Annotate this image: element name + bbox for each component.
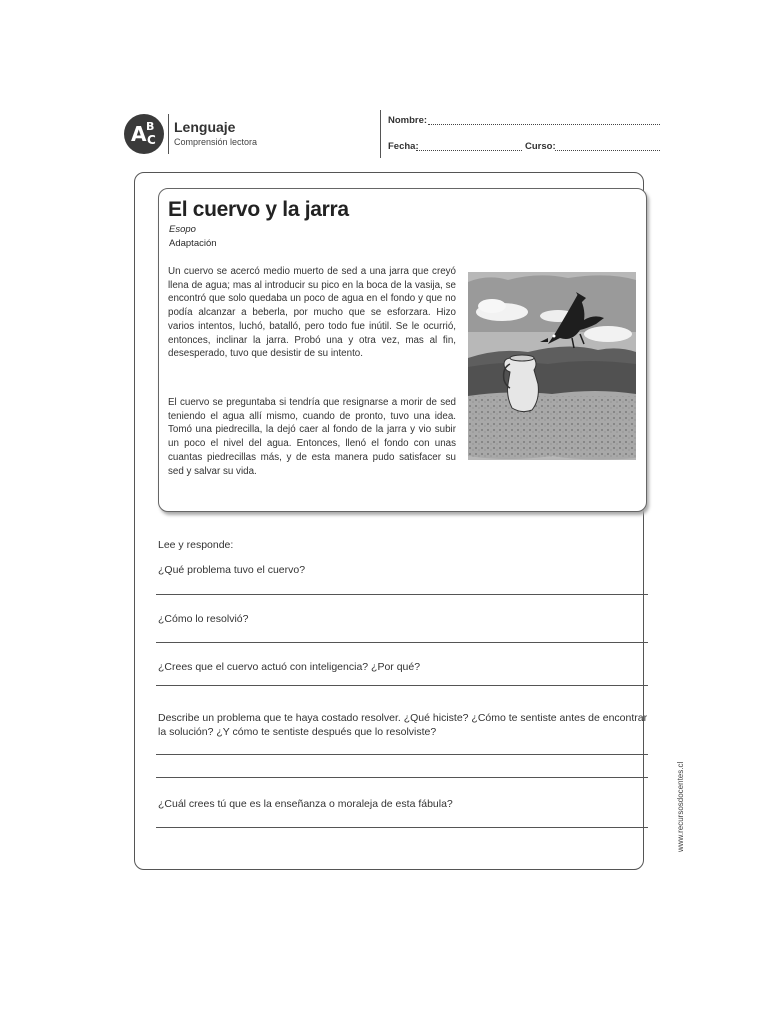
name-field[interactable] [428, 124, 660, 125]
answer-line-5[interactable] [156, 827, 648, 828]
subject-title: Lenguaje [174, 119, 236, 135]
question-5: ¿Cuál crees tú que es la enseñanza o moraleja de esta fábula? [158, 798, 453, 810]
course-label: Curso: [525, 141, 556, 152]
question-1: ¿Qué problema tuvo el cuervo? [158, 564, 306, 576]
name-label: Nombre: [388, 115, 428, 126]
fields-divider [380, 110, 381, 158]
website-credit: www.recursosdocentes.cl [676, 761, 685, 852]
story-author: Esopo [169, 224, 196, 235]
header-divider [168, 114, 169, 154]
subject-subtitle: Comprensión lectora [174, 137, 258, 147]
answer-line-4b[interactable] [156, 777, 648, 778]
answer-line-4a[interactable] [156, 754, 648, 755]
answer-line-2[interactable] [156, 642, 648, 643]
story-paragraph-2: El cuervo se preguntaba si tendría que resignarse a morir de sed teniendo el agua allí mismo, cuando de pronto, tuvo una idea. Tomó una piedrecilla, la dejó caer al fondo de la jarra y vio subir un poco el nivel del agua. Entonces, llenó el fondo con unas cuantas piedrecillas más, y de esta manera pudo satisfacer su sed y salvar su vida. [168, 397, 456, 477]
answer-line-1[interactable] [156, 594, 648, 595]
answer-line-3[interactable] [156, 685, 648, 686]
date-label: Fecha: [388, 141, 419, 152]
crow-and-jar-illustration [468, 272, 636, 460]
story-note: Adaptación [169, 238, 217, 249]
question-4: Describe un problema que te haya costado resolver. ¿Qué hiciste? ¿Cómo te sentiste antes de encontrar la solución? ¿Y cómo te sentiste después que lo resolviste? [158, 712, 648, 738]
abc-logo: A B C [124, 114, 164, 154]
story-title: El cuervo y la jarra [168, 198, 349, 221]
question-3: ¿Crees que el cuervo actuó con inteligencia? ¿Por qué? [158, 661, 421, 673]
course-field[interactable] [555, 150, 660, 151]
instructions: Lee y responde: [158, 539, 234, 551]
question-2: ¿Cómo lo resolvió? [158, 613, 249, 625]
story-paragraph-1: Un cuervo se acercó medio muerto de sed a una jarra que creyó llena de agua; mas al introducir su pico en la boca de la vasija, se encontró que solo quedaba un poco de agua en el fondo y que no podía alcanzar a beberla, por mucho que se esforzara. Hizo varios intentos, luchó, batalló, pero todo fue inútil. Se le ocurrió, entonces, inclinar la jarra. Probó una y otra vez, mas al fin, desesperado, tuvo que desistir de su intento. [168, 266, 456, 360]
date-field[interactable] [416, 150, 522, 151]
